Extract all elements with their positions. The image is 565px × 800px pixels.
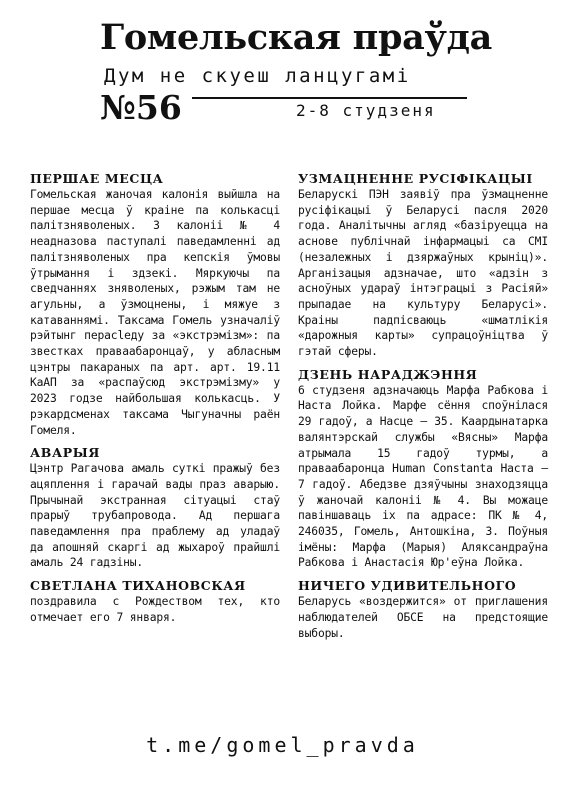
article-body: Беларускі ПЭН заявіў пра ўзмацненне русіфікацыі ў Беларусі пасля 2020 года. Аналітычны агляд «базіруецца на аснове публічнай інфармацыі са СМІ (незалежных і дзяржаўных крыніц)». Арганізацыя адзначае, што «адзін з асноўных удараў інтэграцыі з Расіяй» прыпадае на культуру Беларусі». Краіны падпісваюць «шматлікія «дарожныя карты» супрацоўніцтва ў гэтай сферы. — [298, 188, 548, 359]
article-body: Беларусь «воздержится» от приглашения наблюдателей ОБСЕ на предстоящие выборы. — [298, 595, 548, 640]
article-rusifikacyja — [298, 170, 548, 360]
article-heading: СВЕТЛАНА ТИХАНОВСКАЯ — [30, 578, 246, 594]
masthead-divider — [192, 97, 467, 99]
newspaper-motto: Дум не скуеш ланцугамі — [104, 65, 411, 87]
article-heading: АВАРЫЯ — [30, 445, 100, 461]
article-dzen-naradzhennja — [298, 366, 548, 571]
article-nichego-udivitelnogo — [298, 577, 548, 641]
article-body: поздравила с Рождеством тех, кто отмечает его 7 января. — [30, 595, 280, 624]
issue-dates: 2-8 студзеня — [296, 101, 436, 120]
article-body: Гомельская жаночая калонія выйшла на першае месца ў краіне па колькасці палітзняволеных. З калоніі № 4 неадназова паступалі паведамленні ад палітзняволеных пра кепскія ўмовы ўтрымання і здзекі. Мяркуючы па сведчаннях зняволеных, рэжым там не агульны, а ўзмоцнены, і мяжуе з катаваннямі. Таксама Гомель узначаліў рэйтынг перасleду за «экстрэмізм»: па звестках праваабаронцаў, у абласным цэнтры пакараных па арт. арт. 19.11 КаАП за «распаўсюд экстрэмізму» у 2023 годзе найбольшая колькасць. У рэкардсменах таксама Чыгуначны раён Гомеля. — [30, 188, 280, 437]
article-heading: ДЗЕНЬ НАРАДЖЭННЯ — [298, 366, 478, 382]
left-column — [30, 170, 280, 632]
article-tikhanovskaya — [30, 577, 280, 625]
right-column — [298, 170, 548, 647]
masthead — [0, 0, 565, 150]
article-heading: УЗМАЦНЕННЕ РУСІФІКАЦЫІ — [298, 171, 533, 186]
article-avaryja — [30, 444, 280, 571]
newspaper-title: Гомельская праўда — [100, 17, 492, 58]
issue-number: №56 — [100, 88, 182, 127]
article-heading: НИЧЕГО УДИВИТЕЛЬНОГО — [298, 578, 517, 594]
article-heading: ПЕРШАЕ МЕСЦА — [30, 171, 164, 186]
article-body: 6 студзеня адзначаюць Марфа Рабкова і Наста Лойка. Марфе сёння споўнілася 29 гадоў, а Насце — 35. Каардынатарка валянтэрскай службы «Вясны» Марфа атрымала 15 гадоў турмы, а праваабаронца Human Constanta Наста — 7 гадоў. Абедзве дзяўчыны знаходзяцца ў жаночай калоніі № 4. Вы можаце павіншаваць іх па адрасе: ПК № 4, 246035, Гомель, Антошкіна, 3. Поўныя імёны: Марфа (Марыя) Аляксандраўна Рабкова і Анастасія Юр'еўна Лойка. — [298, 383, 548, 570]
telegram-link[interactable]: t.me/gomel_pravda — [146, 733, 419, 757]
article-pershae-mesca — [30, 170, 280, 438]
article-body: Цэнтр Рагачова амаль суткі пражыў без ацяплення і гарачай вады праз аварыю. Прычынай экстранная сітуацыі стаў прарыў трубапровода. Ад першага паведамлення пра праблему ад уладаў да апошняй скаргі ад жыхароў прайшлі амаль 24 гадзіны. — [30, 462, 280, 570]
